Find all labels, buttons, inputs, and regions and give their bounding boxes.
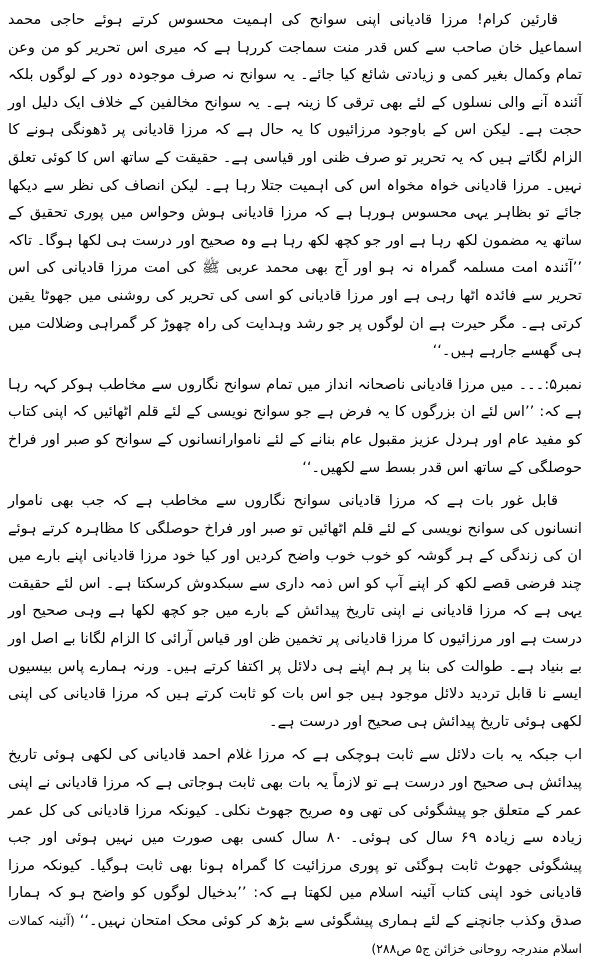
citation-reference: (آئینہ کمالات اسلام مندرجہ روحانی خزائن ج۵ ص۲۸۸) (8, 913, 582, 956)
paragraph-2: نمبر۵:۔۔۔ میں مرزا قادیانی ناصحانہ انداز میں تمام سوانح نگاروں سے مخاطب ہوکر کہہ رہا ہے کہ: ’’اس لئے ان بزرگوں کا یہ فرض ہے جو سوانح نویسی کے لئے قلم اٹھائیں کہ اپنی کتاب کو مفید عام اور ہردل عزیز مقبول عام بنانے کے لئے ناموارانسانوں کے سوانح کو صبر اور فراخ حوصلگی کے ساتھ اس قدر بسط سے لکھیں۔‘‘ (8, 375, 582, 476)
paragraph-4 (8, 741, 582, 962)
paragraph-3: قابل غور بات ہے کہ مرزا قادیانی سوانح نگاروں سے مخاطب ہے کہ جب بھی ناموار انسانوں کی سوانح نویسی کے لئے قلم اٹھائیں تو صبر اور فراخ حوصلگی کا مظاہرہ کرتے ہوئے ان کی زندگی کے ہر گوشہ کو خوب خوب واضح کردیں اور کیا خود مرزا قادیانی اپنے بارے میں چند فرضی قصے لکھ کر اپنے آپ کو اس ذمہ داری سے سبکدوش کرسکتا ہے۔ اس لئے حقیقت یہی ہے کہ مرزا قادیانی نے اپنی تاریخ پیدائش کے بارے میں جو کچھ لکھا ہے وہی صحیح اور درست ہے اور مرزائیوں کا مرزا قادیانی پر تخمین ظن اور قیاس آرائی کا الزام لگانا بے اصل اور بے بنیاد ہے۔ طوالت کی بنا پر ہم اپنے ہی دلائل پر اکتفا کرتے ہیں۔ ورنہ ہمارے پاس بیسیوں ایسے نا قابل تردید دلائل موجود ہیں جو اس بات کو ثابت کرتے ہیں کہ مرزا قادیانی کی اپنی لکھی ہوئی تاریخ پیدائش ہی صحیح اور درست ہے۔ (8, 492, 582, 730)
paragraph-4-text: اب جبکہ یہ بات دلائل سے ثابت ہوچکی ہے کہ مرزا غلام احمد قادیانی کی لکھی ہوئی تاریخ پیدائش ہی صحیح اور درست ہے تو لازماً یہ بات بھی ثابت ہوجاتی ہے کہ مرزا قادیانی نے اپنی عمر کے متعلق جو پیشگوئی کی تھی وہ صریح جھوٹ نکلی۔ کیونکہ مرزا قادیانی کی کل عمر زیادہ سے زیادہ ۶۹ سال کی ہوئی۔ ۸۰ سال کسی بھی صورت میں نہیں ہوئی اور جب پیشگوئی جھوٹ ثابت ہوگئی تو پوری مرزائیت کا گمراہ ہونا بھی ثابت ہوگیا۔ کیونکہ مرزا قادیانی خود اپنی کتاب آئینہ اسلام میں لکھتا ہے کہ: ’’بدخیال لوگوں کو واضح ہو کہ ہمارا صدق وکذب جانچنے کے لئے ہماری پیشگوئی سے بڑھ کر کوئی محک امتحان نہیں۔‘‘ (8, 746, 582, 929)
paragraph-1: قارئین کرام! مرزا قادیانی اپنی سوانح کی اہمیت محسوس کرتے ہوئے حاجی محمد اسماعیل خان صاحب سے کس قدر منت سماجت کررہا ہے کہ میری اس تحریر کو من وعن تمام وکمال بغیر کمی و زیادتی شائع کیا جائے۔ یہ سوانح نہ صرف موجودہ دور کے لوگوں بلکہ آئندہ آنے والی نسلوں کے لئے بھی ترقی کا زینہ ہے۔ یہ سوانح مخالفین کے خلاف ایک دلیل اور حجت ہے۔ لیکن اس کے باوجود مرزائیوں کا یہ حال ہے کہ مرزا قادیانی پر ڈھونگی ہونے کا الزام لگاتے ہیں کہ یہ تحریر تو صرف ظنی اور قیاسی ہے۔ حقیقت کے ساتھ اس کا کوئی تعلق نہیں۔ مرزا قادیانی خواہ مخواہ اس کی اہمیت جتلا رہا ہے۔ لیکن انصاف کی نظر سے دیکھا جائے تو بظاہر یہی محسوس ہورہا ہے کہ مرزا قادیانی ہوش وحواس میں پوری تحقیق کے ساتھ یہ مضمون لکھ رہا ہے اور جو کچھ لکھ رہا ہے وہ صحیح اور درست ہی لکھا ہوگا۔ تاکہ ’’آئندہ امت مسلمہ گمراہ نہ ہو اور آج بھی محمد عربی ﷺ کی امت مرزا قادیانی کی اس تحریر سے فائدہ اٹھا رہی ہے اور مرزا قادیانی کو اسی کی تحریر کی روشنی میں جھوٹا یقین کرتی ہے۔ مگر حیرت ہے ان لوگوں پر جو رشد وہدایت کی راہ چھوڑ کر گمراہی وضلالت میں ہی گھسے جارہے ہیں۔‘‘ (8, 11, 582, 360)
document-page (8, 6, 582, 956)
